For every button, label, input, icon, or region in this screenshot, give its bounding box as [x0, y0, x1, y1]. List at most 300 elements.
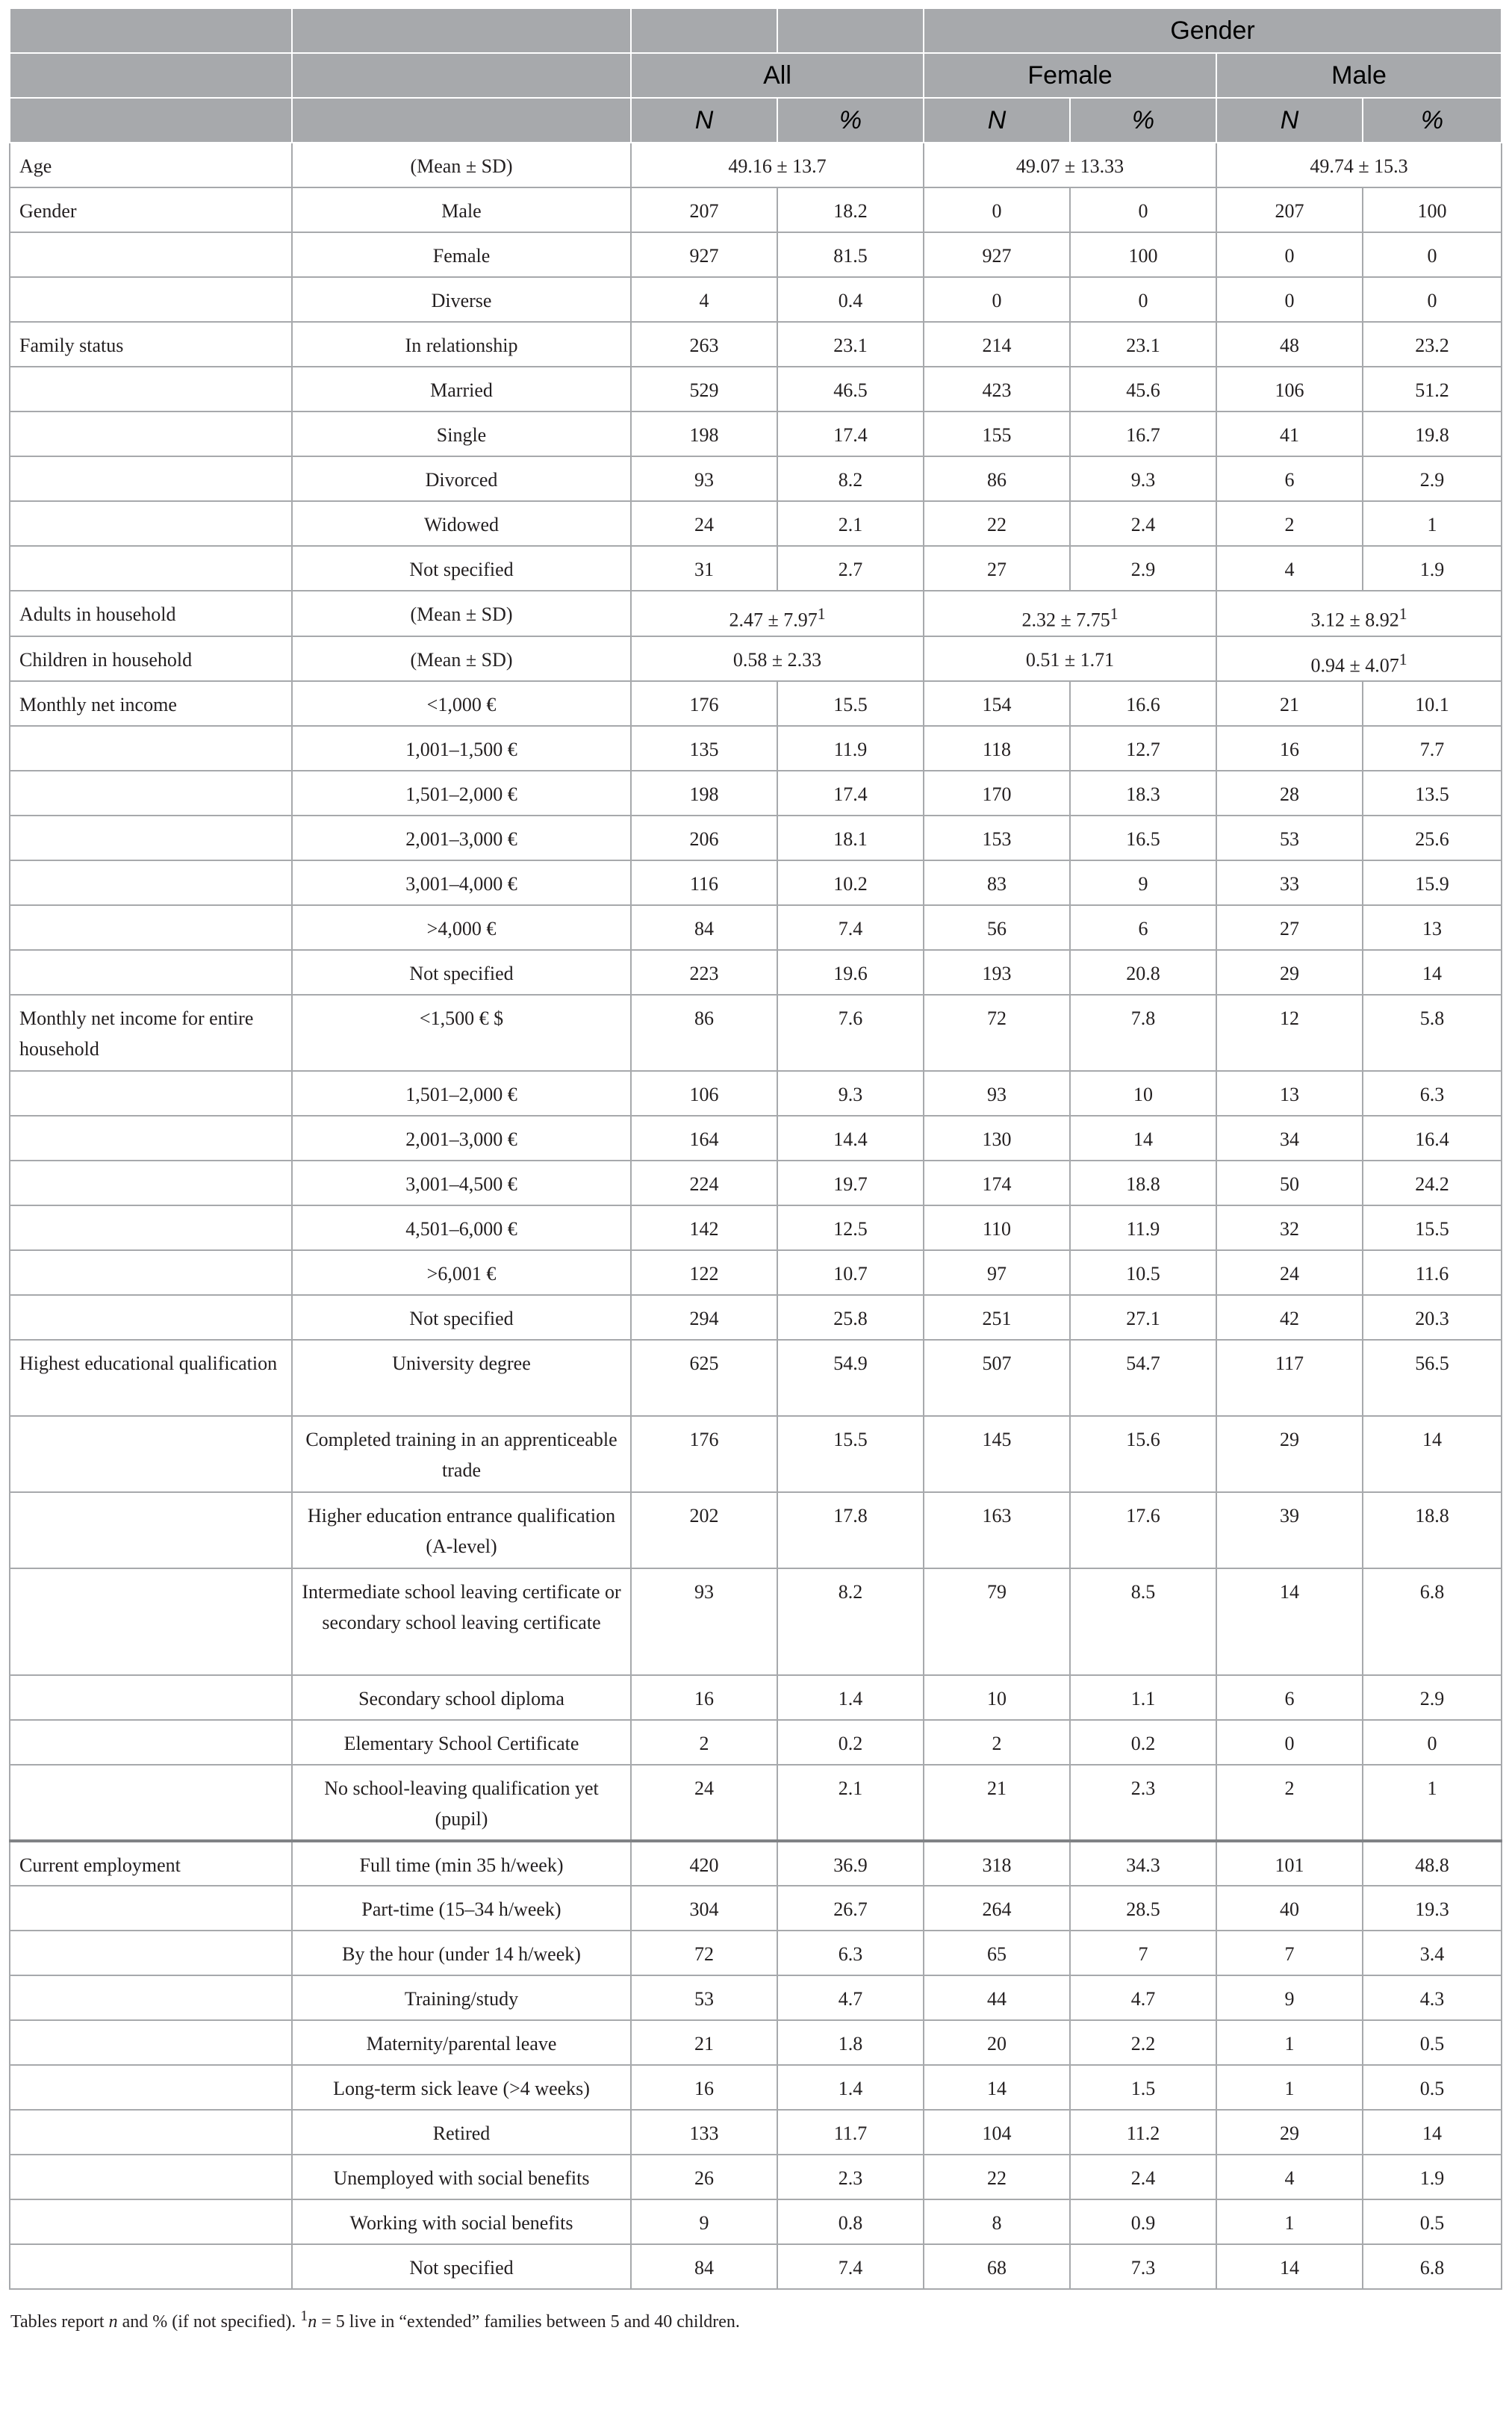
- cell-all-pct: 23.1: [777, 322, 924, 367]
- footnote-marker: 1: [817, 605, 826, 623]
- row-category: Age: [10, 143, 292, 187]
- header-empty-cell: [292, 8, 631, 53]
- cell-female-n: 118: [924, 726, 1070, 771]
- table-row: [10, 591, 1502, 636]
- cell-all-pct: 8.2: [777, 456, 924, 501]
- row-subcategory: University degree: [292, 1340, 631, 1416]
- row-category: Monthly net income: [10, 681, 292, 726]
- cell-male-n: 0: [1216, 277, 1363, 322]
- cell-female-pct: 11.9: [1070, 1205, 1216, 1250]
- cell-male-n: 6: [1216, 456, 1363, 501]
- table-footnote: [10, 2305, 1501, 2333]
- cell-all-pct: 10.2: [777, 860, 924, 905]
- cell-male-pct: 23.2: [1363, 322, 1502, 367]
- cell-male-pct: 0.5: [1363, 2065, 1502, 2110]
- cell-male-pct: 0.5: [1363, 2199, 1502, 2244]
- cell-all-pct: 0.2: [777, 1720, 924, 1765]
- row-subcategory: Full time (min 35 h/week): [292, 1841, 631, 1886]
- cell-all-pct: 12.5: [777, 1205, 924, 1250]
- table-row: [10, 1250, 1502, 1295]
- mean-sd-value: 49.07 ± 13.33: [1015, 155, 1124, 177]
- cell-female-n: 83: [924, 860, 1070, 905]
- cell-female-pct: 27.1: [1070, 1295, 1216, 1340]
- header-gender: Gender: [924, 8, 1502, 53]
- table-body: [10, 143, 1502, 2289]
- cell-all-pct: 19.6: [777, 950, 924, 995]
- cell-all-n: 86: [631, 995, 777, 1071]
- cell-male-n: 16: [1216, 726, 1363, 771]
- footnote-marker: 1: [1399, 605, 1407, 623]
- cell-female-pct: 4.7: [1070, 1975, 1216, 2020]
- table-row: [10, 905, 1502, 950]
- row-category: [10, 546, 292, 591]
- table-row: [10, 860, 1502, 905]
- cell-male-n: 39: [1216, 1492, 1363, 1568]
- cell-all-pct: 0.8: [777, 2199, 924, 2244]
- cell-male-pct: 0.5: [1363, 2020, 1502, 2065]
- cell-male-pct: 4.3: [1363, 1975, 1502, 2020]
- cell-all-pct: 0.4: [777, 277, 924, 322]
- cell-all-pct: 26.7: [777, 1886, 924, 1931]
- cell-all-pct: 11.7: [777, 2110, 924, 2155]
- cell-male-pct: 19.8: [1363, 412, 1502, 456]
- mean-sd-male: [1216, 636, 1502, 682]
- table-row: [10, 187, 1502, 232]
- cell-all-n: 625: [631, 1340, 777, 1416]
- cell-all-pct: 8.2: [777, 1568, 924, 1675]
- footnote-n: n: [308, 2312, 317, 2332]
- cell-male-pct: 6.8: [1363, 2244, 1502, 2289]
- cell-male-pct: 3.4: [1363, 1931, 1502, 1975]
- cell-male-n: 0: [1216, 232, 1363, 277]
- cell-male-pct: 13.5: [1363, 771, 1502, 816]
- cell-female-n: 20: [924, 2020, 1070, 2065]
- cell-female-pct: 34.3: [1070, 1841, 1216, 1886]
- cell-female-n: 93: [924, 1071, 1070, 1116]
- cell-male-n: 2: [1216, 1765, 1363, 1841]
- cell-male-pct: 6.3: [1363, 1071, 1502, 1116]
- header-empty-cell: [10, 98, 292, 143]
- cell-all-n: 84: [631, 2244, 777, 2289]
- cell-all-pct: 17.4: [777, 412, 924, 456]
- cell-male-n: 24: [1216, 1250, 1363, 1295]
- table-row: [10, 2155, 1502, 2199]
- cell-female-n: 72: [924, 995, 1070, 1071]
- cell-female-n: 8: [924, 2199, 1070, 2244]
- cell-male-n: 0: [1216, 1720, 1363, 1765]
- cell-male-pct: 25.6: [1363, 816, 1502, 860]
- cell-male-n: 42: [1216, 1295, 1363, 1340]
- cell-all-n: 304: [631, 1886, 777, 1931]
- cell-male-pct: 13: [1363, 905, 1502, 950]
- mean-sd-female: [924, 636, 1216, 682]
- row-category: [10, 2199, 292, 2244]
- cell-all-pct: 15.5: [777, 1416, 924, 1492]
- cell-male-n: 48: [1216, 322, 1363, 367]
- cell-all-n: 135: [631, 726, 777, 771]
- cell-female-pct: 7.3: [1070, 2244, 1216, 2289]
- cell-male-pct: 1.9: [1363, 546, 1502, 591]
- cell-all-n: 116: [631, 860, 777, 905]
- cell-female-pct: 16.5: [1070, 816, 1216, 860]
- cell-male-n: 28: [1216, 771, 1363, 816]
- cell-female-n: 97: [924, 1250, 1070, 1295]
- cell-female-pct: 1.1: [1070, 1675, 1216, 1720]
- cell-all-pct: 2.3: [777, 2155, 924, 2199]
- cell-male-pct: 56.5: [1363, 1340, 1502, 1416]
- cell-male-n: 34: [1216, 1116, 1363, 1161]
- cell-all-pct: 6.3: [777, 1931, 924, 1975]
- cell-female-n: 22: [924, 501, 1070, 546]
- row-subcategory: <1,000 €: [292, 681, 631, 726]
- cell-all-pct: 17.4: [777, 771, 924, 816]
- cell-all-pct: 46.5: [777, 367, 924, 412]
- row-subcategory: Married: [292, 367, 631, 412]
- cell-female-pct: 2.4: [1070, 2155, 1216, 2199]
- cell-female-pct: 11.2: [1070, 2110, 1216, 2155]
- cell-all-n: 420: [631, 1841, 777, 1886]
- table-row: [10, 1071, 1502, 1116]
- cell-all-n: 927: [631, 232, 777, 277]
- table-row: [10, 995, 1502, 1071]
- row-subcategory: >6,001 €: [292, 1250, 631, 1295]
- row-subcategory: Retired: [292, 2110, 631, 2155]
- mean-sd-value: 0.51 ± 1.71: [1025, 648, 1115, 671]
- row-category: Adults in household: [10, 591, 292, 636]
- cell-male-n: 12: [1216, 995, 1363, 1071]
- header-all: All: [631, 53, 924, 98]
- row-subcategory: Maternity/parental leave: [292, 2020, 631, 2065]
- cell-male-n: 2: [1216, 501, 1363, 546]
- cell-male-pct: 20.3: [1363, 1295, 1502, 1340]
- table-row: [10, 546, 1502, 591]
- cell-male-pct: 1.9: [1363, 2155, 1502, 2199]
- row-category: [10, 1071, 292, 1116]
- cell-all-pct: 15.5: [777, 681, 924, 726]
- mean-sd-male: [1216, 591, 1502, 636]
- cell-all-pct: 7.4: [777, 905, 924, 950]
- cell-all-n: 122: [631, 1250, 777, 1295]
- cell-female-n: 56: [924, 905, 1070, 950]
- cell-female-pct: 0: [1070, 187, 1216, 232]
- cell-female-pct: 2.4: [1070, 501, 1216, 546]
- cell-all-pct: 18.1: [777, 816, 924, 860]
- cell-female-pct: 7.8: [1070, 995, 1216, 1071]
- cell-female-n: 193: [924, 950, 1070, 995]
- row-category: [10, 1205, 292, 1250]
- cell-female-n: 10: [924, 1675, 1070, 1720]
- cell-female-n: 68: [924, 2244, 1070, 2289]
- cell-female-n: 79: [924, 1568, 1070, 1675]
- table-row: [10, 143, 1502, 187]
- cell-all-n: 263: [631, 322, 777, 367]
- cell-all-n: 26: [631, 2155, 777, 2199]
- row-subcategory: Not specified: [292, 1295, 631, 1340]
- row-category: [10, 1765, 292, 1841]
- row-subcategory: In relationship: [292, 322, 631, 367]
- cell-all-n: 176: [631, 1416, 777, 1492]
- mean-sd-value: 3.12 ± 8.92: [1310, 609, 1399, 631]
- cell-all-pct: 9.3: [777, 1071, 924, 1116]
- cell-male-pct: 2.9: [1363, 1675, 1502, 1720]
- row-category: [10, 2110, 292, 2155]
- cell-female-n: 14: [924, 2065, 1070, 2110]
- cell-all-n: 133: [631, 2110, 777, 2155]
- row-category: [10, 277, 292, 322]
- row-category: [10, 1975, 292, 2020]
- cell-female-n: 22: [924, 2155, 1070, 2199]
- cell-male-n: 4: [1216, 546, 1363, 591]
- cell-all-pct: 1.4: [777, 2065, 924, 2110]
- cell-female-n: 2: [924, 1720, 1070, 1765]
- row-subcategory: (Mean ± SD): [292, 636, 631, 682]
- row-category: [10, 1568, 292, 1675]
- table-row: [10, 2020, 1502, 2065]
- row-category: [10, 2155, 292, 2199]
- row-category: [10, 726, 292, 771]
- table-container: [9, 7, 1501, 2333]
- row-subcategory: Divorced: [292, 456, 631, 501]
- cell-all-n: 202: [631, 1492, 777, 1568]
- footnote-marker: 1: [1399, 650, 1407, 668]
- cell-all-pct: 11.9: [777, 726, 924, 771]
- table-row: [10, 2110, 1502, 2155]
- cell-all-n: 84: [631, 905, 777, 950]
- table-row: [10, 1205, 1502, 1250]
- cell-female-pct: 28.5: [1070, 1886, 1216, 1931]
- cell-male-n: 14: [1216, 2244, 1363, 2289]
- row-category: [10, 412, 292, 456]
- cell-male-n: 6: [1216, 1675, 1363, 1720]
- table-row: [10, 1720, 1502, 1765]
- cell-male-n: 9: [1216, 1975, 1363, 2020]
- cell-all-n: 164: [631, 1116, 777, 1161]
- mean-sd-all: [631, 591, 924, 636]
- row-subcategory: 3,001–4,500 €: [292, 1161, 631, 1205]
- header-female: Female: [924, 53, 1216, 98]
- cell-all-n: 198: [631, 771, 777, 816]
- header-empty-cell: [631, 8, 777, 53]
- cell-female-n: 153: [924, 816, 1070, 860]
- cell-female-pct: 16.7: [1070, 412, 1216, 456]
- cell-male-pct: 14: [1363, 950, 1502, 995]
- cell-female-pct: 14: [1070, 1116, 1216, 1161]
- cell-all-pct: 1.4: [777, 1675, 924, 1720]
- cell-female-n: 170: [924, 771, 1070, 816]
- cell-male-pct: 11.6: [1363, 1250, 1502, 1295]
- cell-female-pct: 8.5: [1070, 1568, 1216, 1675]
- cell-male-n: 207: [1216, 187, 1363, 232]
- row-category: [10, 1886, 292, 1931]
- cell-all-n: 72: [631, 1931, 777, 1975]
- cell-female-pct: 1.5: [1070, 2065, 1216, 2110]
- row-subcategory: Male: [292, 187, 631, 232]
- row-category: [10, 1931, 292, 1975]
- cell-female-pct: 10.5: [1070, 1250, 1216, 1295]
- table-row: [10, 1492, 1502, 1568]
- cell-female-pct: 2.2: [1070, 2020, 1216, 2065]
- cell-all-n: 223: [631, 950, 777, 995]
- table-row: [10, 1841, 1502, 1886]
- row-category: Children in household: [10, 636, 292, 682]
- footnote-text: = 5 live in “extended” families between 5 and 40 children.: [317, 2312, 740, 2332]
- cell-all-n: 2: [631, 1720, 777, 1765]
- row-subcategory: Female: [292, 232, 631, 277]
- cell-male-pct: 0: [1363, 1720, 1502, 1765]
- row-category: [10, 1116, 292, 1161]
- row-category: [10, 1295, 292, 1340]
- table-row: [10, 681, 1502, 726]
- table-header: [10, 8, 1502, 143]
- cell-female-pct: 12.7: [1070, 726, 1216, 771]
- demographics-table: [9, 7, 1502, 2290]
- cell-all-n: 294: [631, 1295, 777, 1340]
- cell-female-n: 27: [924, 546, 1070, 591]
- row-category: [10, 1250, 292, 1295]
- mean-sd-value: 0.94 ± 4.07: [1310, 654, 1399, 677]
- cell-all-pct: 14.4: [777, 1116, 924, 1161]
- mean-sd-value: 2.47 ± 7.97: [729, 609, 818, 631]
- row-subcategory: 4,501–6,000 €: [292, 1205, 631, 1250]
- cell-female-n: 155: [924, 412, 1070, 456]
- row-category: Current employment: [10, 1841, 292, 1886]
- cell-male-pct: 15.5: [1363, 1205, 1502, 1250]
- cell-all-n: 176: [631, 681, 777, 726]
- row-subcategory: Not specified: [292, 950, 631, 995]
- cell-female-pct: 7: [1070, 1931, 1216, 1975]
- table-row: [10, 2244, 1502, 2289]
- mean-sd-female: [924, 591, 1216, 636]
- header-empty-cell: [777, 8, 924, 53]
- cell-all-n: 224: [631, 1161, 777, 1205]
- row-subcategory: 2,001–3,000 €: [292, 1116, 631, 1161]
- cell-female-pct: 2.9: [1070, 546, 1216, 591]
- table-row: [10, 367, 1502, 412]
- cell-all-pct: 7.6: [777, 995, 924, 1071]
- cell-male-pct: 51.2: [1363, 367, 1502, 412]
- cell-male-n: 40: [1216, 1886, 1363, 1931]
- cell-male-n: 29: [1216, 950, 1363, 995]
- cell-male-pct: 19.3: [1363, 1886, 1502, 1931]
- cell-all-n: 206: [631, 816, 777, 860]
- row-subcategory: By the hour (under 14 h/week): [292, 1931, 631, 1975]
- cell-male-n: 50: [1216, 1161, 1363, 1205]
- table-row: [10, 771, 1502, 816]
- row-subcategory: Intermediate school leaving certificate or secondary school leaving certificate: [292, 1568, 631, 1675]
- row-subcategory: Higher education entrance qualification (A-level): [292, 1492, 631, 1568]
- table-row: [10, 1931, 1502, 1975]
- cell-female-n: 130: [924, 1116, 1070, 1161]
- cell-female-pct: 18.8: [1070, 1161, 1216, 1205]
- cell-female-pct: 18.3: [1070, 771, 1216, 816]
- row-subcategory: 2,001–3,000 €: [292, 816, 631, 860]
- table-row: [10, 1416, 1502, 1492]
- cell-male-pct: 18.8: [1363, 1492, 1502, 1568]
- mean-sd-value: 2.32 ± 7.75: [1021, 609, 1110, 631]
- cell-all-n: 142: [631, 1205, 777, 1250]
- footnote-text: Tables report: [10, 2312, 109, 2332]
- cell-male-pct: 16.4: [1363, 1116, 1502, 1161]
- row-category: [10, 1720, 292, 1765]
- row-category: Gender: [10, 187, 292, 232]
- header-n: N: [924, 98, 1070, 143]
- cell-all-pct: 19.7: [777, 1161, 924, 1205]
- row-subcategory: >4,000 €: [292, 905, 631, 950]
- row-category: [10, 2020, 292, 2065]
- cell-male-n: 14: [1216, 1568, 1363, 1675]
- cell-male-pct: 14: [1363, 1416, 1502, 1492]
- cell-female-pct: 15.6: [1070, 1416, 1216, 1492]
- cell-all-n: 93: [631, 1568, 777, 1675]
- cell-all-n: 31: [631, 546, 777, 591]
- cell-male-n: 1: [1216, 2065, 1363, 2110]
- header-n: N: [631, 98, 777, 143]
- cell-female-pct: 10: [1070, 1071, 1216, 1116]
- row-subcategory: (Mean ± SD): [292, 143, 631, 187]
- mean-sd-all: [631, 636, 924, 682]
- cell-male-n: 21: [1216, 681, 1363, 726]
- row-subcategory: 1,501–2,000 €: [292, 771, 631, 816]
- cell-female-n: 214: [924, 322, 1070, 367]
- row-subcategory: Training/study: [292, 1975, 631, 2020]
- cell-male-n: 7: [1216, 1931, 1363, 1975]
- mean-sd-value: 49.74 ± 15.3: [1310, 155, 1408, 177]
- cell-female-n: 0: [924, 187, 1070, 232]
- cell-male-n: 4: [1216, 2155, 1363, 2199]
- cell-female-n: 318: [924, 1841, 1070, 1886]
- row-subcategory: 1,501–2,000 €: [292, 1071, 631, 1116]
- row-subcategory: <1,500 € $: [292, 995, 631, 1071]
- cell-female-n: 65: [924, 1931, 1070, 1975]
- cell-female-n: 264: [924, 1886, 1070, 1931]
- table-row: [10, 1116, 1502, 1161]
- cell-all-pct: 25.8: [777, 1295, 924, 1340]
- cell-male-n: 32: [1216, 1205, 1363, 1250]
- table-row: [10, 1295, 1502, 1340]
- cell-male-n: 101: [1216, 1841, 1363, 1886]
- cell-female-n: 0: [924, 277, 1070, 322]
- row-subcategory: Diverse: [292, 277, 631, 322]
- cell-female-pct: 0.2: [1070, 1720, 1216, 1765]
- row-category: [10, 2065, 292, 2110]
- cell-female-pct: 23.1: [1070, 322, 1216, 367]
- table-row: [10, 1765, 1502, 1841]
- cell-female-n: 154: [924, 681, 1070, 726]
- row-category: [10, 1492, 292, 1568]
- header-empty-cell: [10, 53, 292, 98]
- row-subcategory: Working with social benefits: [292, 2199, 631, 2244]
- cell-male-pct: 48.8: [1363, 1841, 1502, 1886]
- cell-female-pct: 0.9: [1070, 2199, 1216, 2244]
- cell-male-n: 13: [1216, 1071, 1363, 1116]
- row-category: [10, 367, 292, 412]
- cell-all-pct: 81.5: [777, 232, 924, 277]
- cell-female-pct: 2.3: [1070, 1765, 1216, 1841]
- cell-male-n: 106: [1216, 367, 1363, 412]
- cell-female-n: 86: [924, 456, 1070, 501]
- table-row: [10, 950, 1502, 995]
- table-row: [10, 1886, 1502, 1931]
- cell-all-n: 24: [631, 1765, 777, 1841]
- row-subcategory: Secondary school diploma: [292, 1675, 631, 1720]
- cell-female-n: 423: [924, 367, 1070, 412]
- cell-male-n: 29: [1216, 1416, 1363, 1492]
- cell-male-pct: 0: [1363, 277, 1502, 322]
- cell-male-pct: 100: [1363, 187, 1502, 232]
- table-row: [10, 1340, 1502, 1416]
- cell-all-pct: 7.4: [777, 2244, 924, 2289]
- row-subcategory: (Mean ± SD): [292, 591, 631, 636]
